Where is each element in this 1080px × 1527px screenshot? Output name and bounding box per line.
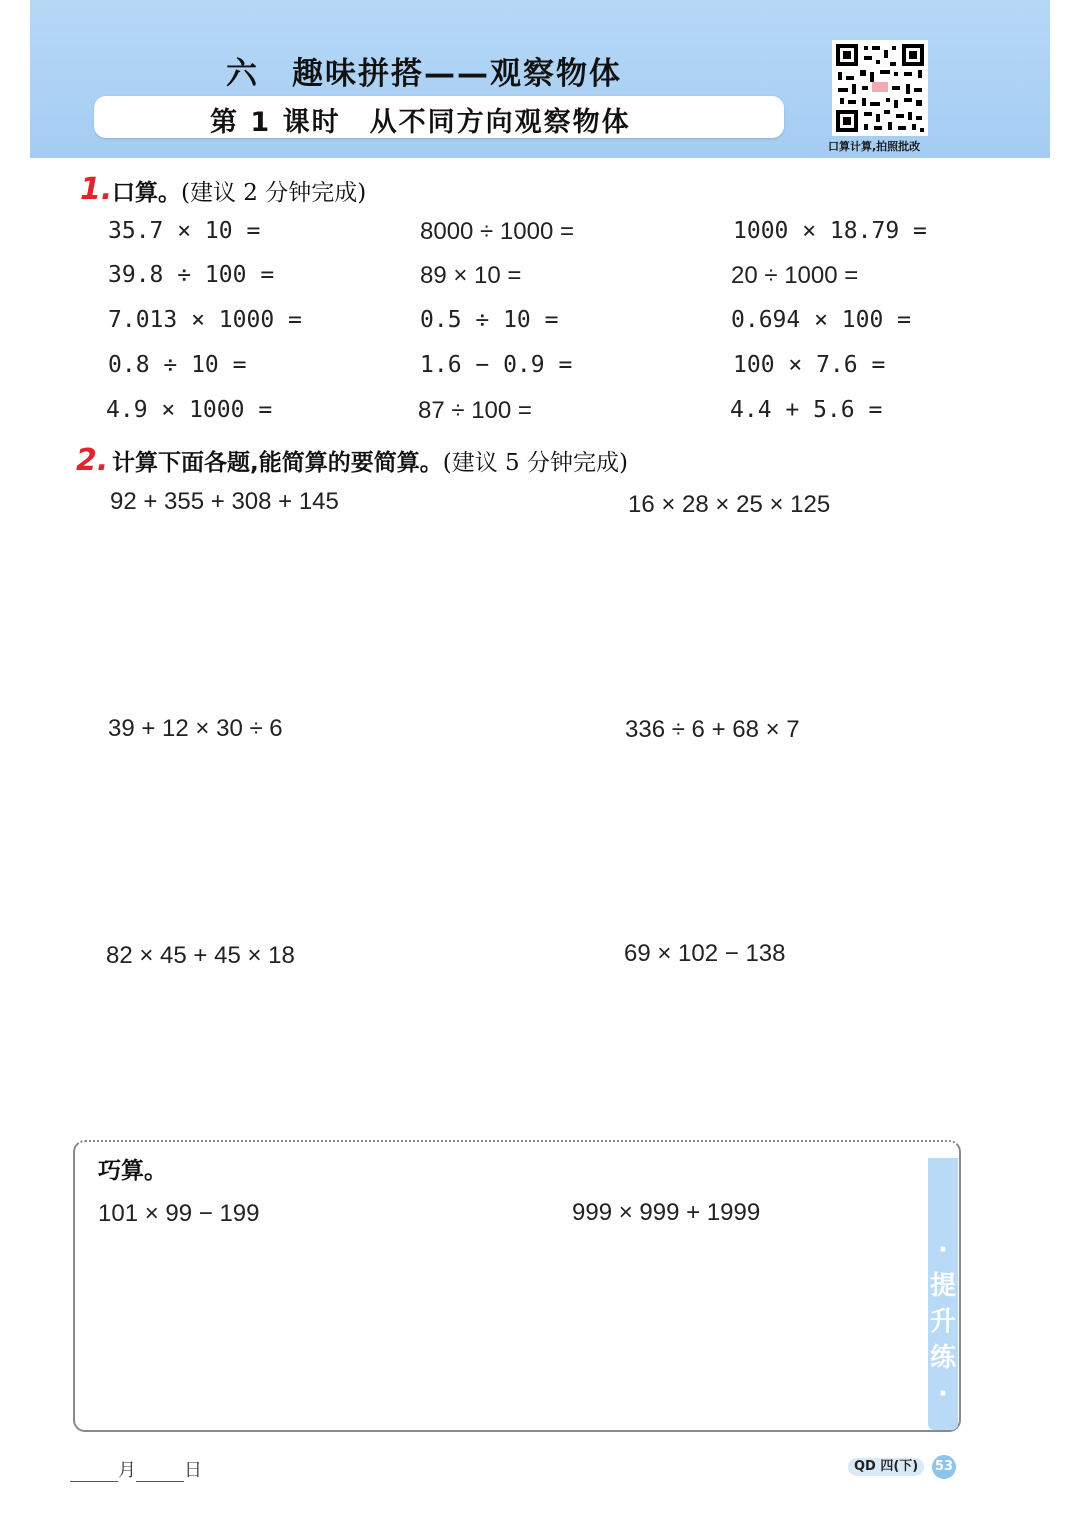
- mental-math-item: 8000 ÷ 1000 =: [420, 218, 574, 245]
- question-1-title-text: 口算。: [112, 180, 181, 206]
- calculation-item: 336 ÷ 6 + 68 × 7: [625, 716, 800, 743]
- mental-math-item: 4.4 + 5.6 =: [730, 397, 883, 423]
- day-label: 日: [184, 1460, 202, 1481]
- question-2-title-text: 计算下面各题,能简算的要简算。: [112, 450, 443, 476]
- calculation-item: 69 × 102 − 138: [624, 940, 786, 967]
- unit-title: 六 趣味拼搭——观察物体: [226, 56, 622, 92]
- calculation-item: 82 × 45 + 45 × 18: [106, 942, 295, 969]
- question-1-hint: (建议 2 分钟完成): [181, 180, 367, 206]
- mental-math-item: 100 × 7.6 =: [733, 352, 886, 378]
- month-label: 月: [118, 1460, 136, 1481]
- book-code: QD 四(下): [848, 1458, 924, 1476]
- side-tab-label: ·提升练·: [929, 1235, 956, 1409]
- page-number: 53: [932, 1455, 956, 1479]
- mental-math-item: 0.8 ÷ 10 =: [108, 352, 247, 378]
- mental-math-item: 89 × 10 =: [420, 262, 522, 289]
- qr-caption: 口算计算,拍照批改: [828, 140, 921, 153]
- bonus-item: 101 × 99 − 199: [98, 1200, 260, 1227]
- calculation-item: 16 × 28 × 25 × 125: [628, 491, 831, 518]
- mental-math-item: 1000 × 18.79 =: [733, 218, 927, 244]
- question-1-number: 1.: [80, 172, 113, 207]
- qr-code-icon[interactable]: [832, 40, 928, 136]
- bonus-title: 巧算。: [98, 1158, 167, 1184]
- mental-math-item: 0.5 ÷ 10 =: [420, 307, 559, 333]
- calculation-item: 92 + 355 + 308 + 145: [110, 488, 339, 515]
- mental-math-item: 7.013 × 1000 =: [108, 307, 302, 333]
- question-2-number: 2.: [76, 443, 109, 478]
- mental-math-item: 0.694 × 100 =: [731, 307, 912, 333]
- mental-math-item: 39.8 ÷ 100 =: [108, 262, 275, 288]
- day-blank[interactable]: [136, 1463, 184, 1482]
- question-2-title: [112, 444, 628, 477]
- bonus-item: 999 × 999 + 1999: [572, 1199, 761, 1226]
- mental-math-item: 4.9 × 1000 =: [106, 397, 273, 423]
- calculation-item: 39 + 12 × 30 ÷ 6: [108, 715, 283, 742]
- question-1-title: [112, 174, 366, 207]
- mental-math-item: 20 ÷ 1000 =: [731, 262, 859, 289]
- mental-math-item: 87 ÷ 100 =: [418, 397, 532, 424]
- question-2-hint: (建议 5 分钟完成): [442, 450, 628, 476]
- date-field: [70, 1456, 202, 1482]
- mental-math-item: 35.7 × 10 =: [108, 218, 261, 244]
- bonus-box: [73, 1140, 961, 1432]
- mental-math-item: 1.6 − 0.9 =: [420, 352, 573, 378]
- lesson-title: 第 1 课时 从不同方向观察物体: [210, 107, 631, 138]
- month-blank[interactable]: [70, 1463, 118, 1482]
